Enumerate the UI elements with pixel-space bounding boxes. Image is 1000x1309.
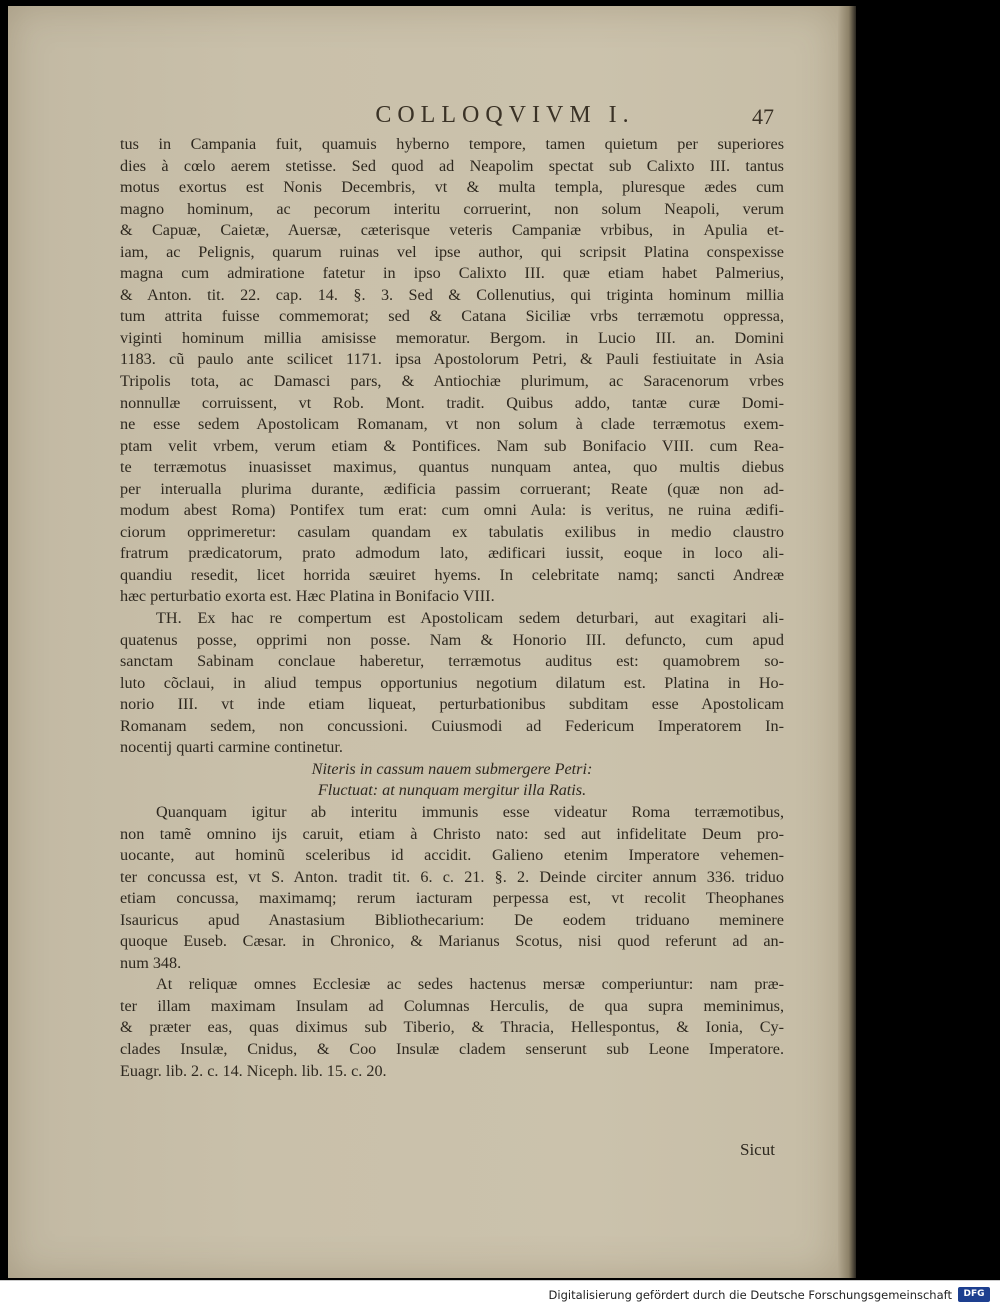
text-line: quatenus posse, opprimi non posse. Nam & Honorio III. defuncto, cum apud xyxy=(120,630,784,649)
text-line: dies à cœlo aerem stetisse. Sed quod ad Neapolim spectat sub Calixto III. tantus xyxy=(120,156,784,175)
text-line: & præter eas, quas diximus sub Tiberio, & Thracia, Hellespontus, & Ionia, Cy- xyxy=(120,1018,784,1037)
text-line: per interualla plurima durante, ædificia passim corruerant; Reate (quæ non ad- xyxy=(120,479,784,498)
text-line: quoque Euseb. Cæsar. in Chronico, & Marianus Scotus, nisi quod referunt ad an- xyxy=(120,932,784,951)
text-line: ne esse sedem Apostolicam Romanam, vt non solum à clade terræmotus exem- xyxy=(120,415,784,434)
text-line: viginti hominum millia amisisse memoratur. Bergom. in Lucio III. an. Domini xyxy=(120,328,784,347)
text-line: Tripolis tota, ac Damasci pars, & Antiochiæ plurimum, ac Saracenorum vrbes xyxy=(120,372,784,391)
text-line: quandiu resedit, licet horrida sæuiret hyems. In celebritate namq; sancti Andreæ xyxy=(120,565,784,584)
text-line: 1183. cũ paulo ante scilicet 1171. ipsa Apostolorum Petri, & Pauli festiuitate in Asia xyxy=(120,350,784,369)
text-line: magna cum admiratione fatetur in ipso Calixto III. quæ etiam habet Palmerius, xyxy=(120,264,784,283)
text-line: modum abest Roma) Pontifex tum erat: cum omni Aula: is veritus, ne ruina ædifi- xyxy=(120,501,784,520)
text-line: motus exortus est Nonis Decembris, vt & multa templa, pluresque ædes cum xyxy=(120,178,784,197)
text-line: & Anton. tit. 22. cap. 14. §. 3. Sed & Collenutius, qui triginta hominum millia xyxy=(120,285,784,304)
text-line: fratrum prædicatorum, prato admodum lato, ædificari iussit, eoque in loco ali- xyxy=(120,544,784,563)
text-line: hæc perturbatio exorta est. Hæc Platina in Bonifacio VIII. xyxy=(120,587,495,606)
text-line: ciorum opprimeretur: casulam quandam ex tabulatis exilibus in medio claustro xyxy=(120,522,784,541)
text-line: Isauricus apud Anastasium Bibliothecarium: De eodem triduano meminere xyxy=(120,910,784,929)
funding-notice: Digitalisierung gefördert durch die Deutsche Forschungsgemeinschaft xyxy=(548,1288,952,1302)
text-line: Euagr. lib. 2. c. 14. Niceph. lib. 15. c. 20. xyxy=(120,1061,387,1080)
text-line: uocante, aut hominũ sceleribus id accidit. Galieno etenim Imperatore vehemen- xyxy=(120,846,784,865)
text-line: tum attrita fuisse commemorat; sed & Catana Siciliæ vrbs terræmotu oppressa, xyxy=(120,307,784,326)
text-line: norio III. vt inde etiam liqueat, perturbationibus subditam esse Apostolicam xyxy=(120,695,784,714)
text-line: Niteris in cassum nauem submergere Petri: xyxy=(311,759,593,778)
catchword: Sicut xyxy=(740,1140,775,1159)
text-line: ter illam maximam Insulam ad Columnas Herculis, de qua supra meminimus, xyxy=(120,996,784,1015)
text-line: At reliquæ omnes Ecclesiæ ac sedes hactenus mersæ comperiuntur: nam præ- xyxy=(156,975,784,994)
text-line: Fluctuat: at nunquam mergitur illa Ratis. xyxy=(317,781,587,800)
text-line: ter concussa est, vt S. Anton. tradit tit. 6. c. 21. §. 2. Deinde circiter annum 336. triduo xyxy=(120,867,784,886)
dfg-logo: DFG xyxy=(958,1287,990,1302)
text-line: TH. Ex hac re compertum est Apostolicam sedem deturbari, aut exagitari ali- xyxy=(156,609,784,628)
text-line: non tamẽ omnino ijs caruit, etiam à Christo nato: sed aut infidelitate Deum pro- xyxy=(120,824,784,843)
footer-bar xyxy=(0,1280,1000,1309)
text-line: sanctam Sabinam conclaue haberetur, terræmotus auditus est: quamobrem so- xyxy=(120,652,784,671)
text-line: Quanquam igitur ab interitu immunis esse videatur Roma terræmotibus, xyxy=(156,802,784,821)
text-line: nocentij quarti carmine continetur. xyxy=(120,738,343,757)
page-edge xyxy=(838,6,856,1278)
text-line: clades Insulæ, Cnidus, & Coo Insulæ cladem senserunt sub Leone Imperatore. xyxy=(120,1039,784,1058)
text-line: iam, ac Pelignis, quarum ruinas vel ipse author, qui scripsit Platina conspexisse xyxy=(120,242,784,261)
text-line: te terræmotus inuasisset maximus, quantus nunquam antea, quo multis diebus xyxy=(120,458,784,477)
text-line: luto cõclaui, in aliud tempus opportunius negotium dilatum est. Platina in Ho- xyxy=(120,673,784,692)
text-line: & Capuæ, Caietæ, Auersæ, cæterisque veteris Campaniæ vrbibus, in Apulia et- xyxy=(120,221,784,240)
text-line: magno hominum, ac pecorum interitu corruerint, non solum Neapoli, verum xyxy=(120,199,784,218)
text-line: ptam velit vrbem, verum etiam & Pontifices. Nam sub Bonifacio VIII. cum Rea- xyxy=(120,436,784,455)
text-line: nonnullæ corruissent, vt Rob. Mont. tradit. Quibus addo, tantæ curæ Domi- xyxy=(120,393,784,412)
text-line: tus in Campania fuit, quamuis hyberno tempore, tamen quietum per superiores xyxy=(120,135,784,153)
text-line: etiam concussa, maximamq; rerum iacturam perpessa est, vt recolit Theophanes xyxy=(120,889,784,908)
text-line: Romanam sedem, non concussioni. Cuiusmodi ad Federicum Imperatorem In- xyxy=(120,716,784,735)
text-line: num 348. xyxy=(120,953,182,972)
page-number: 47 xyxy=(752,104,774,129)
running-head: COLLOQVIVM I. xyxy=(375,102,635,128)
body-text xyxy=(120,134,784,1082)
